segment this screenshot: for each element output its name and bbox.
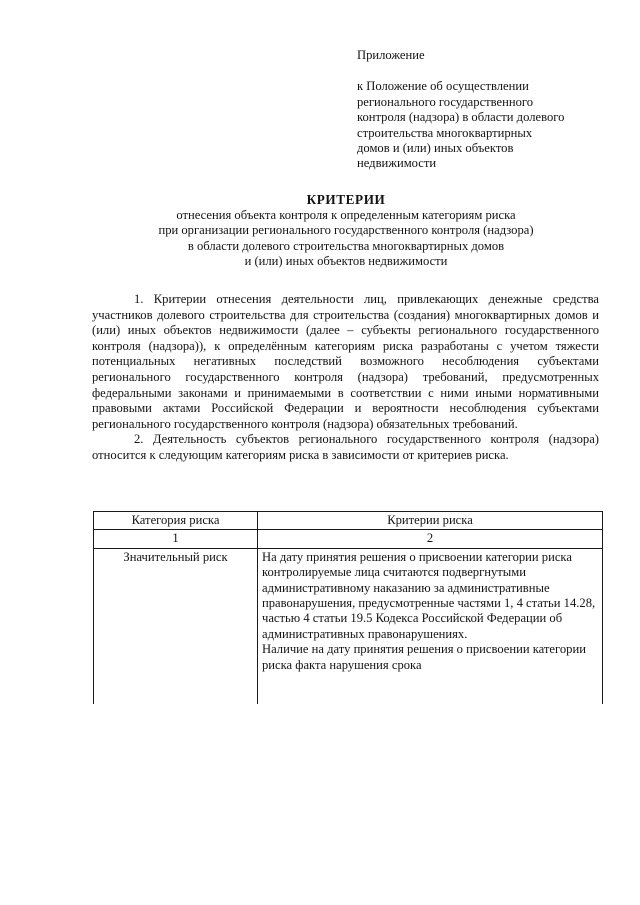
- table-number-row: [94, 530, 603, 548]
- appendix-line: домов и (или) иных объектов: [357, 141, 514, 156]
- document-heading: [90, 192, 602, 270]
- table-header-row: [94, 512, 603, 530]
- risk-criteria-table: [93, 511, 603, 704]
- paragraph-2: 2. Деятельность субъектов регионального государственного контроля (надзора) относится к следующим категориям риска в зависимости от критериев риска.: [92, 432, 599, 462]
- document-title: КРИТЕРИИ: [306, 192, 386, 207]
- subtitle-line: и (или) иных объектов недвижимости: [244, 254, 448, 269]
- subtitle-line: при организации регионального государственного контроля (надзора): [158, 223, 534, 238]
- subtitle-line: отнесения объекта контроля к определенным категориям риска: [176, 208, 516, 222]
- appendix-line: контроля (надзора) в области долевого: [357, 110, 565, 125]
- paragraph-1: 1. Критерии отнесения деятельности лиц, привлекающих денежные средства участников долевого строительства для строительства (создания) многоквартирных домов и (или) иных объектов недвижимости (далее – субъекты регионального государственного контроля (надзора)), к определённым категориям риска разработаны с учетом тяжести потенциальных негативных последствий возможного несоблюдения субъектами регионального государственного контроля (надзора) требований, предусмотренных федеральными законами и принимаемыми в соответствии с ними иными нормативными правовыми актами Российской Федерации и вероятности несоблюдения субъектами регионального государственного контроля (надзора) обязательных требований.: [92, 292, 599, 431]
- appendix-line: недвижимости: [357, 156, 437, 171]
- risk-criteria-cell: [258, 548, 603, 704]
- appendix-line: строительства многоквартирных: [357, 125, 533, 140]
- header-category: Категория риска: [94, 512, 258, 530]
- appendix-title: Приложение: [357, 48, 425, 62]
- appendix-line: к Положение об осуществлении: [357, 79, 529, 94]
- body-text: [92, 292, 599, 464]
- criteria-text: На дату принятия решения о присвоении категории риска контролируемые лица считаются подвергнутыми административному наказанию за административные правонарушения, предусмотренные частями 1, 4 статьи 14.28, частью 4 статьи 19.5 Кодекса Российской Федерации об административных правонарушениях.: [262, 549, 596, 641]
- table-row: [94, 548, 603, 704]
- risk-category-cell: Значительный риск: [94, 548, 258, 704]
- header-criteria: Критерии риска: [258, 512, 603, 530]
- column-number-1: 1: [94, 530, 258, 548]
- appendix-line: регионального государственного: [357, 94, 534, 109]
- appendix-block: [357, 48, 602, 172]
- column-number-2: 2: [258, 530, 603, 548]
- criteria-text: Наличие на дату принятия решения о присвоении категории риска факта нарушения срока: [262, 642, 586, 672]
- subtitle-line: в области долевого строительства многоквартирных домов: [187, 238, 505, 253]
